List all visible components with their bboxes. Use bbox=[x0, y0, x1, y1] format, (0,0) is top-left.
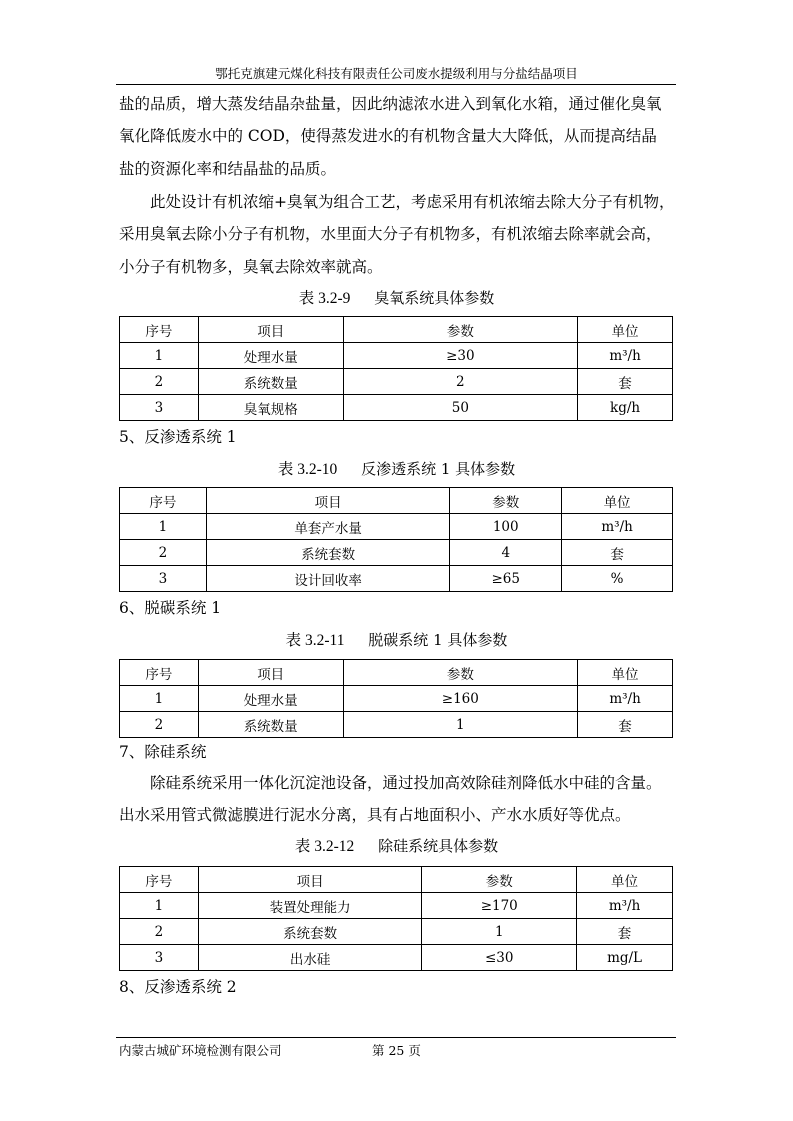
table-cell: 系统数量 bbox=[198, 369, 343, 395]
column-header: 序号 bbox=[120, 660, 199, 686]
table-cell: 1 bbox=[422, 919, 577, 945]
table-cell: ≤30 bbox=[422, 945, 577, 971]
column-header: 单位 bbox=[562, 488, 673, 514]
table-cell: 系统套数 bbox=[198, 919, 422, 945]
table-cell: ≥170 bbox=[422, 893, 577, 919]
table-caption bbox=[0, 457, 793, 479]
caption-title: 反渗透系统 1 具体参数 bbox=[361, 460, 516, 478]
table-cell: 3 bbox=[120, 945, 199, 971]
table-cell: 2 bbox=[120, 712, 199, 738]
column-header: 参数 bbox=[343, 317, 578, 343]
table-cell: 100 bbox=[450, 514, 562, 540]
table-cell: mg/L bbox=[577, 945, 673, 971]
paragraph-line: 盐的品质，增大蒸发结晶杂盐量，因此纳滤浓水进入到氧化水箱，通过催化臭氧 bbox=[119, 95, 662, 113]
table-row bbox=[120, 919, 673, 945]
table-caption bbox=[0, 834, 793, 856]
table-row bbox=[120, 893, 673, 919]
table-cell: 套 bbox=[562, 540, 673, 566]
table-cell: 系统数量 bbox=[198, 712, 343, 738]
column-header: 序号 bbox=[120, 317, 199, 343]
column-header: 单位 bbox=[578, 660, 673, 686]
table-row bbox=[120, 945, 673, 971]
caption-title: 脱碳系统 1 具体参数 bbox=[368, 631, 508, 649]
table-cell: 设计回收率 bbox=[206, 566, 450, 592]
table-cell: 3 bbox=[120, 395, 199, 421]
table-cell: 处理水量 bbox=[198, 343, 343, 369]
table-cell: m³/h bbox=[578, 686, 673, 712]
table-cell: 处理水量 bbox=[198, 686, 343, 712]
table-header-row bbox=[120, 317, 673, 343]
table-header-row bbox=[120, 867, 673, 893]
table-row bbox=[120, 712, 673, 738]
table-cell: 出水硅 bbox=[198, 945, 422, 971]
table-cell: ≥65 bbox=[450, 566, 562, 592]
table-row bbox=[120, 514, 673, 540]
table-cell: 单套产水量 bbox=[206, 514, 450, 540]
table-header-row bbox=[120, 660, 673, 686]
column-header: 单位 bbox=[577, 867, 673, 893]
table-caption bbox=[0, 286, 793, 308]
table-header-row bbox=[120, 488, 673, 514]
paragraph-line: 氧化降低废水中的 COD，使得蒸发进水的有机物含量大大降低，从而提高结晶 bbox=[119, 127, 657, 145]
column-header: 项目 bbox=[198, 660, 343, 686]
paragraph-line: 采用臭氧去除小分子有机物，水里面大分子有机物多，有机浓缩去除率就会高， bbox=[119, 225, 662, 243]
column-header: 参数 bbox=[422, 867, 577, 893]
column-header: 参数 bbox=[450, 488, 562, 514]
table-cell: 套 bbox=[577, 919, 673, 945]
table-cell: 套 bbox=[578, 712, 673, 738]
table-cell: ≥30 bbox=[343, 343, 578, 369]
table-cell: m³/h bbox=[578, 343, 673, 369]
column-header: 项目 bbox=[206, 488, 450, 514]
table-cell: 2 bbox=[120, 919, 199, 945]
paragraph-line: 此处设计有机浓缩+臭氧为组合工艺，考虑采用有机浓缩去除大分子有机物， bbox=[150, 193, 675, 211]
table-cell: 2 bbox=[343, 369, 578, 395]
paragraph-line: 盐的资源化率和结晶盐的品质。 bbox=[119, 160, 337, 178]
column-header: 项目 bbox=[198, 867, 422, 893]
table-cell: m³/h bbox=[562, 514, 673, 540]
paragraph-line: 出水采用管式微滤膜进行泥水分离，具有占地面积小、产水水质好等优点。 bbox=[119, 806, 631, 824]
header-rule bbox=[116, 84, 676, 85]
paragraph-line: 小分子有机物多，臭氧去除效率就高。 bbox=[119, 258, 383, 276]
column-header: 序号 bbox=[120, 488, 207, 514]
caption-number: 表 3.2-11 bbox=[285, 632, 345, 649]
footer-company: 内蒙古城矿环境检测有限公司 bbox=[119, 1043, 282, 1058]
table-cell: m³/h bbox=[577, 893, 673, 919]
column-header: 单位 bbox=[578, 317, 673, 343]
table-cell: 系统套数 bbox=[206, 540, 450, 566]
data-table bbox=[119, 316, 673, 421]
caption-title: 臭氧系统具体参数 bbox=[374, 289, 495, 307]
column-header: 参数 bbox=[343, 660, 578, 686]
table-row bbox=[120, 369, 673, 395]
caption-number: 表 3.2-10 bbox=[277, 461, 338, 478]
table-cell: 3 bbox=[120, 566, 207, 592]
page-header: 鄂托克旗建元煤化科技有限责任公司废水提级利用与分盐结晶项目 bbox=[215, 66, 578, 81]
table-row bbox=[120, 395, 673, 421]
table-row bbox=[120, 540, 673, 566]
table-cell: 1 bbox=[120, 514, 207, 540]
caption-number: 表 3.2-9 bbox=[298, 290, 351, 307]
caption-title: 除硅系统具体参数 bbox=[378, 837, 499, 855]
table-cell: 2 bbox=[120, 369, 199, 395]
table-row bbox=[120, 343, 673, 369]
page-number: 第 25 页 bbox=[372, 1043, 421, 1058]
table-cell: 装置处理能力 bbox=[198, 893, 422, 919]
table-cell: kg/h bbox=[578, 395, 673, 421]
table-cell: 2 bbox=[120, 540, 207, 566]
table-cell: 臭氧规格 bbox=[198, 395, 343, 421]
column-header: 序号 bbox=[120, 867, 199, 893]
table-cell: 1 bbox=[120, 343, 199, 369]
table-cell: % bbox=[562, 566, 673, 592]
caption-number: 表 3.2-12 bbox=[294, 838, 355, 855]
table-cell: 1 bbox=[120, 893, 199, 919]
table-cell: 1 bbox=[343, 712, 578, 738]
data-table bbox=[119, 659, 673, 738]
data-table bbox=[119, 487, 673, 592]
table-cell: 4 bbox=[450, 540, 562, 566]
table-cell: ≥160 bbox=[343, 686, 578, 712]
section-heading: 7、除硅系统 bbox=[119, 743, 207, 761]
section-heading: 8、反渗透系统 2 bbox=[119, 978, 237, 996]
section-heading: 5、反渗透系统 1 bbox=[119, 428, 237, 446]
section-heading: 6、脱碳系统 1 bbox=[119, 599, 222, 617]
table-row bbox=[120, 686, 673, 712]
table-cell: 1 bbox=[120, 686, 199, 712]
table-row bbox=[120, 566, 673, 592]
table-caption bbox=[0, 628, 793, 650]
table-cell: 50 bbox=[343, 395, 578, 421]
paragraph-line: 除硅系统采用一体化沉淀池设备，通过投加高效除硅剂降低水中硅的含量。 bbox=[150, 774, 662, 792]
column-header: 项目 bbox=[198, 317, 343, 343]
footer-rule bbox=[116, 1037, 676, 1038]
table-cell: 套 bbox=[578, 369, 673, 395]
data-table bbox=[119, 866, 673, 971]
